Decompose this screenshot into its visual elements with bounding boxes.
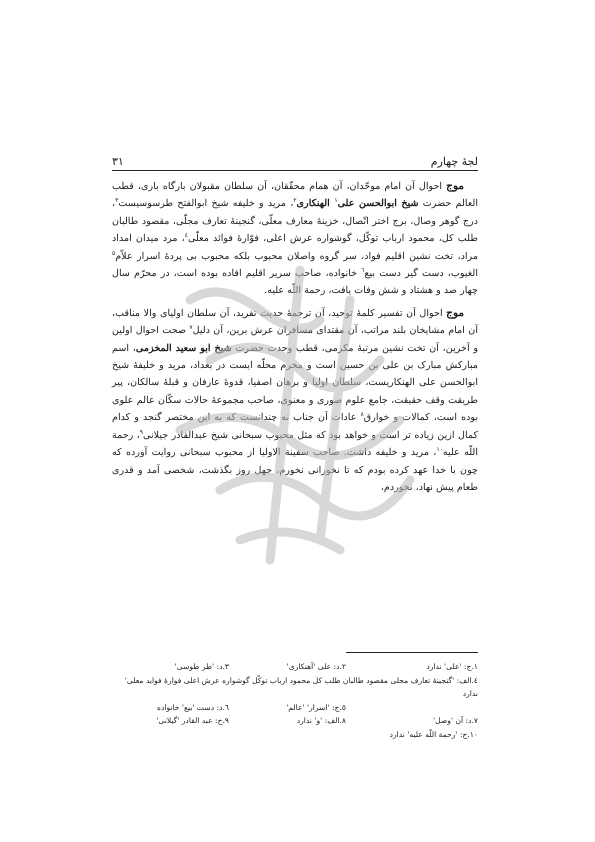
footnote-ref: ٨ (360, 411, 364, 419)
footnote: ٦.د: دست 'بیع' خانواده (156, 702, 229, 712)
saint-name: شیخ ابوالحسن علی (337, 198, 419, 210)
footnote-row (112, 728, 478, 742)
footnote-ref: ٧ (189, 324, 193, 332)
footnote-ref: ٩ (139, 428, 143, 436)
footnote-ref: ٢ (293, 197, 297, 205)
footnote: ٨.الف: 'و' ندارد (296, 716, 346, 726)
footnote: ٧.د: آن 'وصل' (432, 716, 478, 726)
footnote-ref: ١ (334, 197, 338, 205)
main-text (112, 178, 478, 496)
paragraph-1: موج احوال آن امام موحّدان، آن همام محقّقان، آن سلطان مقبولان بارگاه باری، قطب العالم حضرت شیخ ابوالحسن علی$^١$ الهنکاری$^٢$، مرید و خلیفه شیخ ابوالفتح طرسوسیست$^٣$، درج گوهر وصال، برج اختر اتّصال، خزینهٔ معارف معلّی، گنجینهٔ تعارف مجلّی، مقصود طالبان طلب کل، محمود ارباب توکّل، گوشواره عرش اعلی، فوّارهٔ فوائد معلّی$^٤$، مرد میدان امداد مراد، تخت نشین اقلیم فواد، سر گروه واصلان محبوب بلکه محبوب بی پردهٔ اسرار علاّم$^٥$ الغیوب، دست گیر دست بیع$^٦$ خانواده، صاحب سریر اقلیم افاده بوده است، در محرّم سال چهار صد و هشتاد و شش وفات یافت، رحمة اللّه علیه. (112, 180, 479, 297)
footnote: ٩.ح: عبد القادر 'گیلانی' (156, 716, 229, 726)
footnote-row (112, 714, 478, 728)
footnote: ٤.الف: 'گنجینهٔ تعارف مجلی مقصود طالبان طلب کل محمود ارباب توکّل گوشواره عرش اعلی فوارهٔ فواید معلی' ندارد (124, 675, 478, 699)
footnote: ٥.ج: 'اسرار' 'عالم' (286, 702, 346, 712)
footnote: ١.ج: 'علی' ندارد (426, 662, 478, 671)
paragraph-keyword: موج (446, 180, 464, 192)
footnote-ref: ٤ (184, 232, 188, 240)
paragraph-2: موج احوال آن تفسیر کلمهٔ توحید، آن ترجمهٔ حدیث تفرید، آن سلطان اولیای والا مناقب، آن امام مشایخان بلند مراتب، آن مقتدای مسافران عرش برین، آن دلیل$^٧$ صحت احوال اولین و آخرین، آن تخت نشین مرتبهٔ مکرمی، قطب وحدت حضرت شیخ ابو سعید المخزمی، اسم مبارکش مبارک بن علی بن حسین است و مخرم محلّه ایست در بغداد، مرید و خلیفهٔ شیخ ابوالحسن علی الهنکاریست، سلطان اولیا و برهان اصفیا، قدوهٔ عارفان و قبلهٔ سالکان، پیر طریقت وقف حقیقت، جامع علوم صوری و معنوی، صاحب مجموعهٔ حالات سکّان عالم علوی بوده است، کمالات و خوارق$^٨$ عادات آن جناب نه چندانست که به این مختصر گنجد و کدام کمال ازین زیاده تر است و خواهد بود که مثل محبوب سبحانی شیخ عبدالقادر جیلانی$^٩$، رحمة اللّه علیه$^{١٠}$، مرید و خلیفه داشت. صاحب سفینة الاولیا از محبوب سبحانی روایت آورده که چون با خدا عهد کرده بودم که تا نخورانی نخورم، جهل روز بگذشت، شخصی آمد و قدری طعام پیش نهاد، نخوردم، (112, 306, 478, 493)
footnote-spacer (346, 701, 478, 715)
footnote-row (112, 674, 478, 701)
footnote-rule (346, 652, 478, 653)
footnote-ref: ٥ (112, 249, 116, 257)
page-header (112, 150, 478, 168)
header-rule (112, 170, 478, 171)
footnote-row (112, 701, 478, 715)
footnote-row (112, 660, 478, 674)
footnotes (112, 660, 478, 742)
paragraph-keyword: موج (446, 306, 464, 319)
footnote: ١٠.ح: 'رحمة اللّه علیه' ندارد (389, 729, 478, 739)
footnote-ref: ٦ (361, 266, 365, 274)
footnote-ref: ١٠ (436, 445, 443, 453)
page-number: ۳۱ (112, 155, 124, 168)
footnote: ٣.د: 'طر طوسی' (174, 662, 229, 671)
chapter-title: لجهٔ چهارم (430, 155, 478, 168)
saint-name: شیخ ابو سعید المخزمی (135, 342, 232, 354)
footnote: ٢.د: علی 'آهنکاری' (286, 662, 346, 671)
saint-name-nisba: الهنکاری (296, 198, 335, 210)
footnote-ref: ٣ (115, 197, 119, 205)
